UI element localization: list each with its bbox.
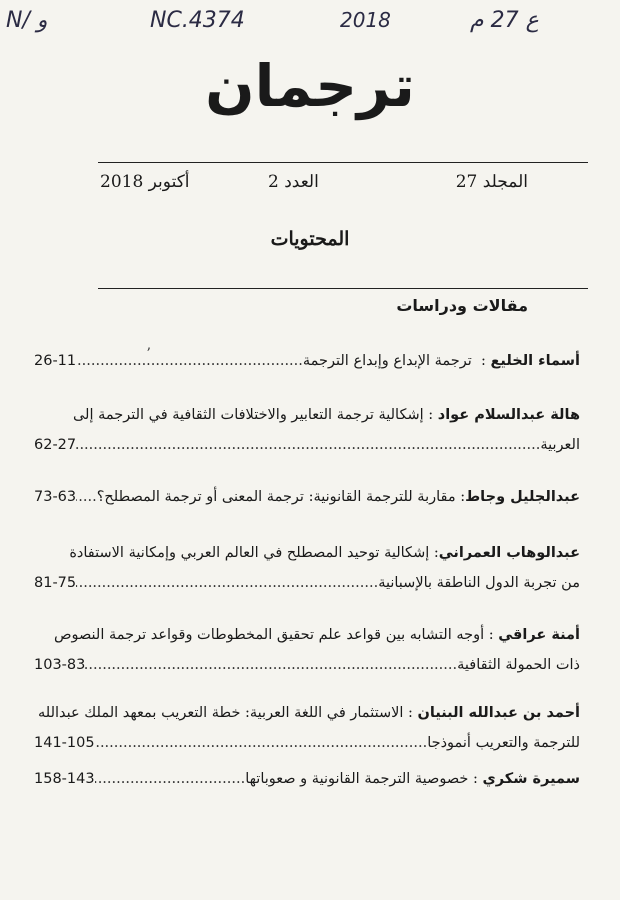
handwritten-year: 2018 [340, 8, 391, 32]
leader-dots [76, 346, 303, 376]
leader-dots [95, 764, 246, 794]
pen-mark: ʼ [146, 346, 151, 362]
leader-dots [76, 568, 378, 598]
toc-entry: هالة عبدالسلام عواد : إشكالية ترجمة التعابير والاختلافات الثقافية في الترجمة إلى العربية ..... 62-27 [32, 400, 580, 460]
entry-pages: 103-83 [34, 657, 86, 673]
entry-pages: 141-105 [34, 735, 95, 751]
entry-pages: 62-27 [34, 437, 77, 453]
entry-author: سميرة شكري [482, 771, 580, 787]
leader-dots [95, 728, 428, 758]
contents-divider [98, 288, 588, 289]
entry-title-continued: من تجربة الدول الناطقة بالإسبانية [378, 575, 580, 591]
entry-pages: 158-143 [34, 771, 95, 787]
toc-entry: أسماء الخليع : ترجمة الإبداع وإبداع الترجمة ..... 26-11 [32, 346, 580, 376]
journal-title: ترجمان [205, 52, 415, 120]
handwritten-code: NC.4374 [150, 8, 245, 33]
toc-entry: عبدالجليل وجاط : مقاربة للترجمة القانونية: ترجمة المعنى أو ترجمة المصطلح؟ ..... 73-63 [32, 482, 580, 512]
leader-dots [85, 650, 457, 680]
entry-title: ترجمة الإبداع وإبداع الترجمة [302, 353, 472, 369]
entry-pages: 73-63 [34, 489, 77, 505]
entry-author: عبدالوهاب العمراني [438, 545, 580, 561]
entry-title: أوجه التشابه بين قواعد علم تحقيق المخطوطات وقواعد ترجمة النصوص [53, 627, 485, 643]
header-divider [98, 162, 588, 163]
contents-heading: المحتويات [270, 228, 350, 250]
leader-dots [76, 482, 97, 512]
entry-author: أسماء الخليع [490, 353, 580, 369]
entry-author: عبدالجليل وجاط [465, 489, 580, 505]
entry-title-continued: ذات الحمولة الثقافية [457, 657, 580, 673]
entry-author: أمنة عراقي [498, 627, 580, 643]
entry-author: أحمد بن عبدالله البنيان [417, 705, 580, 721]
handwritten-note: N/ و [6, 8, 48, 33]
entry-title-continued: العربية [540, 437, 580, 453]
entry-title: إشكالية ترجمة التعابير والاختلافات الثقافية في الترجمة إلى [72, 407, 424, 423]
entry-title-continued: للترجمة والتعريب أنموذجا [427, 735, 580, 751]
date-label: أكتوبر 2018 [100, 172, 190, 192]
entry-pages: 81-75 [34, 575, 77, 591]
entry-pages: 26-11 [34, 353, 77, 369]
toc-entry: عبدالوهاب العمراني : إشكالية توحيد المصطلح في العالم العربي وإمكانية الاستفادة من تجربة الدول الناطقة بالإسبانية ..... 81-75 [32, 538, 580, 598]
entry-author: هالة عبدالسلام عواد [437, 407, 580, 423]
entry-title: إشكالية توحيد المصطلح في العالم العربي وإمكانية الاستفادة [69, 545, 430, 561]
entry-title: الاستثمار في اللغة العربية: خطة التعريب بمعهد الملك عبدالله [38, 705, 404, 721]
toc-entry: أمنة عراقي : أوجه التشابه بين قواعد علم تحقيق المخطوطات وقواعد ترجمة النصوص ذات الحمولة الثقافية ..... 103-83 [32, 620, 580, 680]
entry-title: خصوصية الترجمة القانونية و صعوباتها [245, 771, 469, 787]
number-label: العدد 2 [268, 172, 319, 192]
leader-dots [76, 430, 540, 460]
handwritten-issue: ع 27 م [470, 8, 539, 33]
toc-entry: أحمد بن عبدالله البنيان : الاستثمار في اللغة العربية: خطة التعريب بمعهد الملك عبدالله للترجمة والتعريب أنموذجا ..... 141-105 [32, 698, 580, 758]
volume-label: المجلد 27 [455, 172, 528, 192]
section-heading: مقالات ودراسات [396, 296, 528, 315]
toc-entry: سميرة شكري : خصوصية الترجمة القانونية و صعوباتها ..... 158-143 [32, 764, 580, 794]
entry-title: مقاربة للترجمة القانونية: ترجمة المعنى أو ترجمة المصطلح؟ [96, 489, 456, 505]
